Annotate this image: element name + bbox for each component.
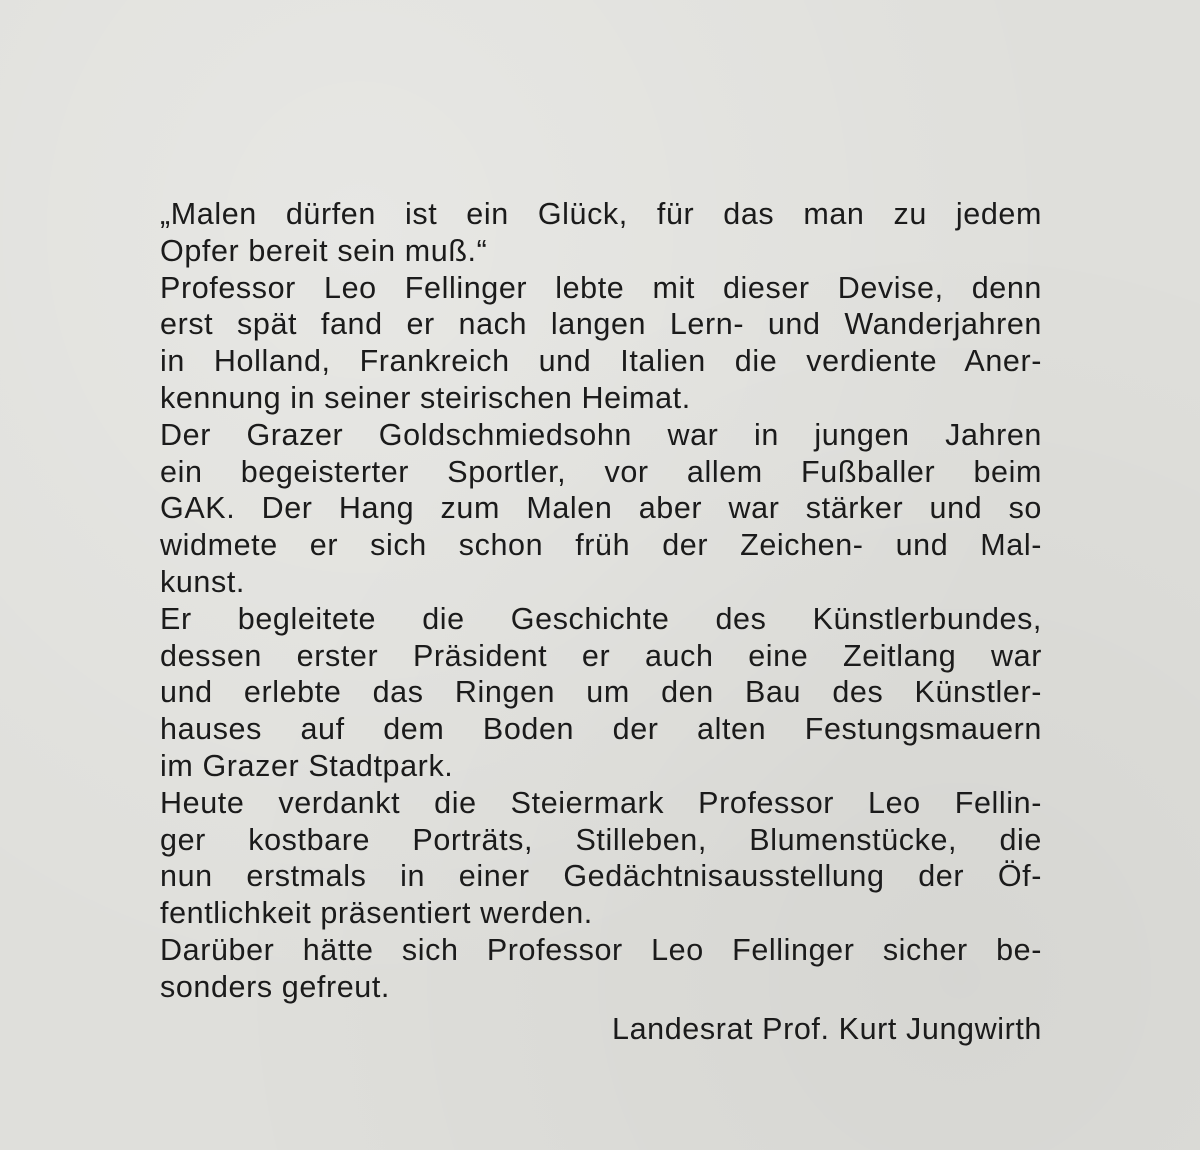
text-line: hauses auf dem Boden der alten Festungsmauern xyxy=(160,712,1042,747)
text-line: und erlebte das Ringen um den Bau des Künstler- xyxy=(160,675,1042,710)
text-line: fentlichkeit präsentiert werden. xyxy=(160,896,593,931)
text-line: nun erstmals in einer Gedächtnisausstellung der Öf- xyxy=(160,859,1042,894)
text-line: GAK. Der Hang zum Malen aber war stärker und so xyxy=(160,491,1042,526)
text-line: in Holland, Frankreich und Italien die verdiente Aner- xyxy=(160,344,1042,379)
text-line: „Malen dürfen ist ein Glück, für das man zu jedem xyxy=(160,197,1042,231)
text-line: sonders gefreut. xyxy=(160,969,391,1004)
text-line: kunst. xyxy=(160,564,245,599)
body-text xyxy=(160,196,1042,1006)
text-line: widmete er sich schon früh der Zeichen- und Mal- xyxy=(160,528,1042,563)
text-line: Heute verdankt die Steiermark Professor Leo Fellin- xyxy=(160,785,1042,820)
text-line: Opfer bereit sein muß.“ xyxy=(160,233,488,268)
text-line: Darüber hätte sich Professor Leo Fellinger sicher be- xyxy=(160,932,1042,967)
text-line: Professor Leo Fellinger lebte mit dieser Devise, denn xyxy=(160,270,1042,305)
text-line: kennung in seiner steirischen Heimat. xyxy=(160,380,691,415)
text-line: Er begleitete die Geschichte des Künstlerbundes, xyxy=(160,601,1042,636)
text-line: dessen erster Präsident er auch eine Zeitlang war xyxy=(160,638,1042,673)
text-line: ein begeisterter Sportler, vor allem Fußballer beim xyxy=(160,454,1042,489)
text-line: im Grazer Stadtpark. xyxy=(160,748,454,783)
text-line: ger kostbare Porträts, Stilleben, Blumenstücke, die xyxy=(160,822,1042,857)
signature: Landesrat Prof. Kurt Jungwirth xyxy=(612,1012,1042,1046)
text-line: Der Grazer Goldschmiedsohn war in jungen Jahren xyxy=(160,417,1042,452)
text-line: erst spät fand er nach langen Lern- und Wanderjahren xyxy=(160,307,1042,342)
